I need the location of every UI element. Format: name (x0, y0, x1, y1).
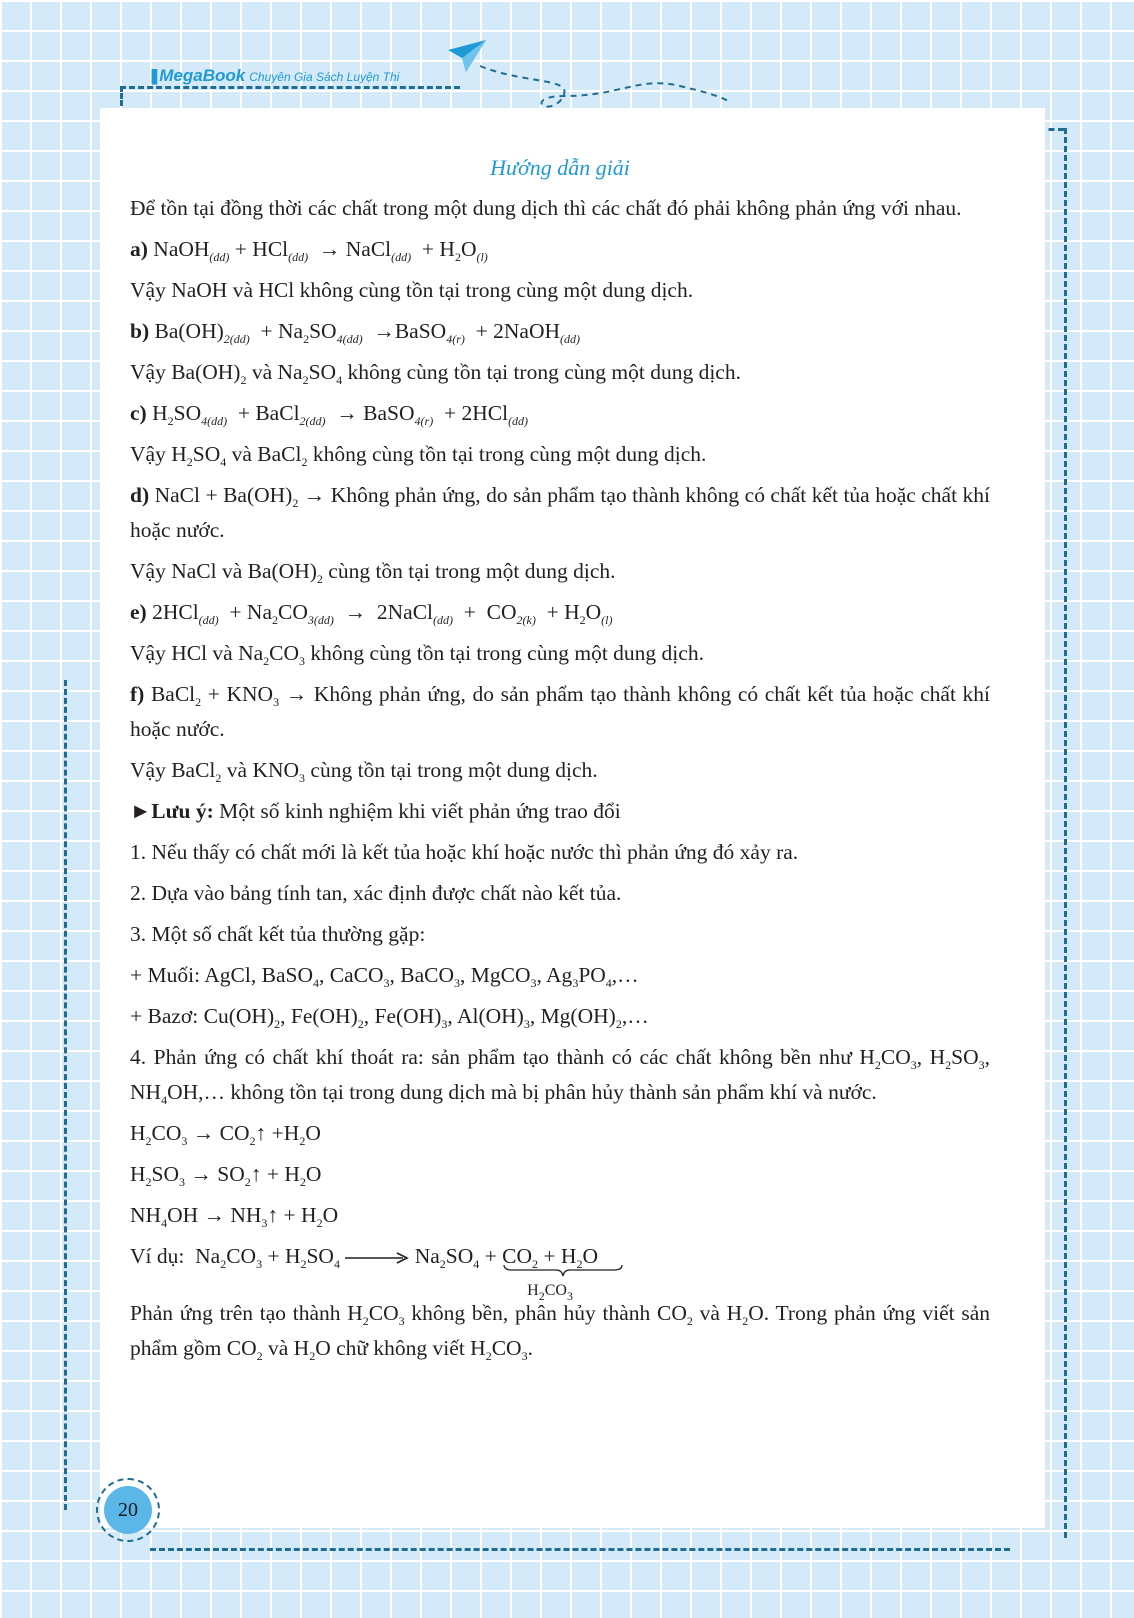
note-label: Lưu ý: (151, 799, 214, 823)
frame-left-top (120, 86, 123, 106)
final-paragraph: Phản ứng trên tạo thành $H_2CO_3$ không bền, phân hủy thành $CO_2$ và $H_2O$. Trong phản ứng viết sản phẩm gồm $CO_2$ và $H_2O$ chữ không viết $H_2CO_3$. (130, 1301, 991, 1363)
conclusion-d: Vậy NaCl và $Ba(OH)_2$ cùng tồn tại trong một dung dịch. (130, 559, 616, 586)
label-b: b) (130, 319, 150, 343)
note-heading: ►Lưu ý: Một số kinh nghiệm khi viết phản ứng trao đổi (130, 799, 621, 823)
equation-a: a) NaOH$_{(dd)}$ + HCl$_{(dd)}$ → NaCl$_{(dd)}$ + $H_2O_{(l)}$ (130, 237, 488, 264)
brand-name: MegaBook (159, 66, 246, 85)
conclusion-c: Vậy $H_2SO_4$ và BaCl$_2$ không cùng tồn tại trong cùng một dung dịch. (130, 442, 707, 469)
equation-f: f) BaCl$_2$ + $KNO_3$ → Không phản ứng, do sản phẩm tạo thành không có chất kết tủa hoặc chất khí hoặc nước. (130, 682, 990, 741)
label-c: c) (130, 401, 147, 425)
decomposition-2: $H_2SO_3$ → $SO_2↑ + H_2O$ (130, 1162, 322, 1189)
equation-c: c) $H_2SO_{4(dd)}$ + BaCl$_{2(dd)}$ → BaSO$_{4(r)}$ + 2HCl$_{(dd)}$ (130, 401, 529, 428)
example-equation: Ví dụ: $Na_2CO_3 + H_2SO_4$ $Na_2SO_4 + CO_2 + H_2O$ $H_2CO_3$ (130, 1239, 990, 1274)
triangle-bullet-icon: ► (130, 799, 152, 823)
h2co3-group: $CO_2 + H_2O$ $H_2CO_3$ (502, 1239, 598, 1274)
frame-right (1064, 128, 1067, 1538)
note-item-3: 3. Một số chất kết tủa thường gặp: (130, 922, 426, 946)
brand-tagline: Chuyên Gia Sách Luyện Thi (249, 70, 400, 84)
decomposition-1: $H_2CO_3$ → $CO_2↑ +H_2O$ (130, 1121, 321, 1148)
label-d: d) (130, 483, 150, 507)
page-number: 20 (104, 1486, 152, 1534)
conclusion-b: Vậy $Ba(OH)_2$ và $Na_2SO_4$ không cùng tồn tại trong cùng một dung dịch. (130, 360, 741, 387)
brand-mark: ||| (150, 66, 156, 85)
salts-list: + Muối: AgCl, BaSO$_4$, CaCO$_3$, BaCO$_3$, MgCO$_3$, $Ag_3PO_4,\dots$ (130, 963, 639, 990)
equation-d: d) NaCl + $Ba(OH)_2$ → Không phản ứng, do sản phẩm tạo thành không có chất kết tủa hoặc chất khí hoặc nước. (130, 483, 991, 542)
intro-text: Để tồn tại đồng thời các chất trong một dung dịch thì các chất đó phải không phản ứng với nhau. (130, 196, 962, 220)
decorative-dash-curve (470, 56, 740, 116)
solution-content (130, 150, 990, 1372)
frame-top-left (120, 86, 460, 89)
conclusion-f: Vậy BaCl$_2$ và $KNO_3$ cùng tồn tại trong một dung dịch. (130, 758, 598, 785)
label-a: a) (130, 237, 148, 261)
note-item-1: 1. Nếu thấy có chất mới là kết tủa hoặc khí hoặc nước thì phản ứng đó xảy ra. (130, 840, 799, 864)
section-title: Hướng dẫn giải (490, 155, 630, 180)
conclusion-e: Vậy HCl và $Na_2CO_3$ không cùng tồn tại trong cùng một dung dịch. (130, 641, 704, 668)
frame-bottom (150, 1548, 1010, 1551)
long-arrow-icon (345, 1252, 409, 1264)
brand-logo (150, 66, 399, 86)
brace-label: $H_2CO_3$ (527, 1282, 573, 1303)
label-f: f) (130, 682, 145, 706)
conclusion-a: Vậy NaOH và HCl không cùng tồn tại trong cùng một dung dịch. (130, 278, 694, 302)
note-item-4: 4. Phản ứng có chất khí thoát ra: sản phẩm tạo thành có các chất không bền như $H_2CO_3$, $H_2SO_3$, $NH_4OH,\dots$ không tồn tại trong dung dịch mà bị phân hủy thành sản phẩm khí và nước. (130, 1045, 990, 1107)
bases-list: + Bazơ: $Cu(OH)_2$, $Fe(OH)_2$, $Fe(OH)_3$, $Al(OH)_3$, $Mg(OH)_2,\dots$ (130, 1004, 649, 1031)
frame-left (64, 680, 67, 1510)
decomposition-3: $NH_4OH$ → $NH_3↑ + H_2O$ (130, 1203, 339, 1230)
content-page (100, 108, 1045, 1528)
label-e: e) (130, 600, 147, 624)
equation-e: e) $2HCl_{(dd)} + Na_2CO_{3(dd)}$ → 2NaCl$_{(dd)}$ + $CO_{2(k)} + H_2O_{(l)}$ (130, 600, 613, 627)
note-item-2: 2. Dựa vào bảng tính tan, xác định được chất nào kết tủa. (130, 881, 622, 905)
equation-b: b) $Ba(OH)_{2(dd)} + Na_2SO_{4(dd)}$ →BaSO$_{4(r)}$ + 2NaOH$_{(dd)}$ (130, 319, 580, 346)
